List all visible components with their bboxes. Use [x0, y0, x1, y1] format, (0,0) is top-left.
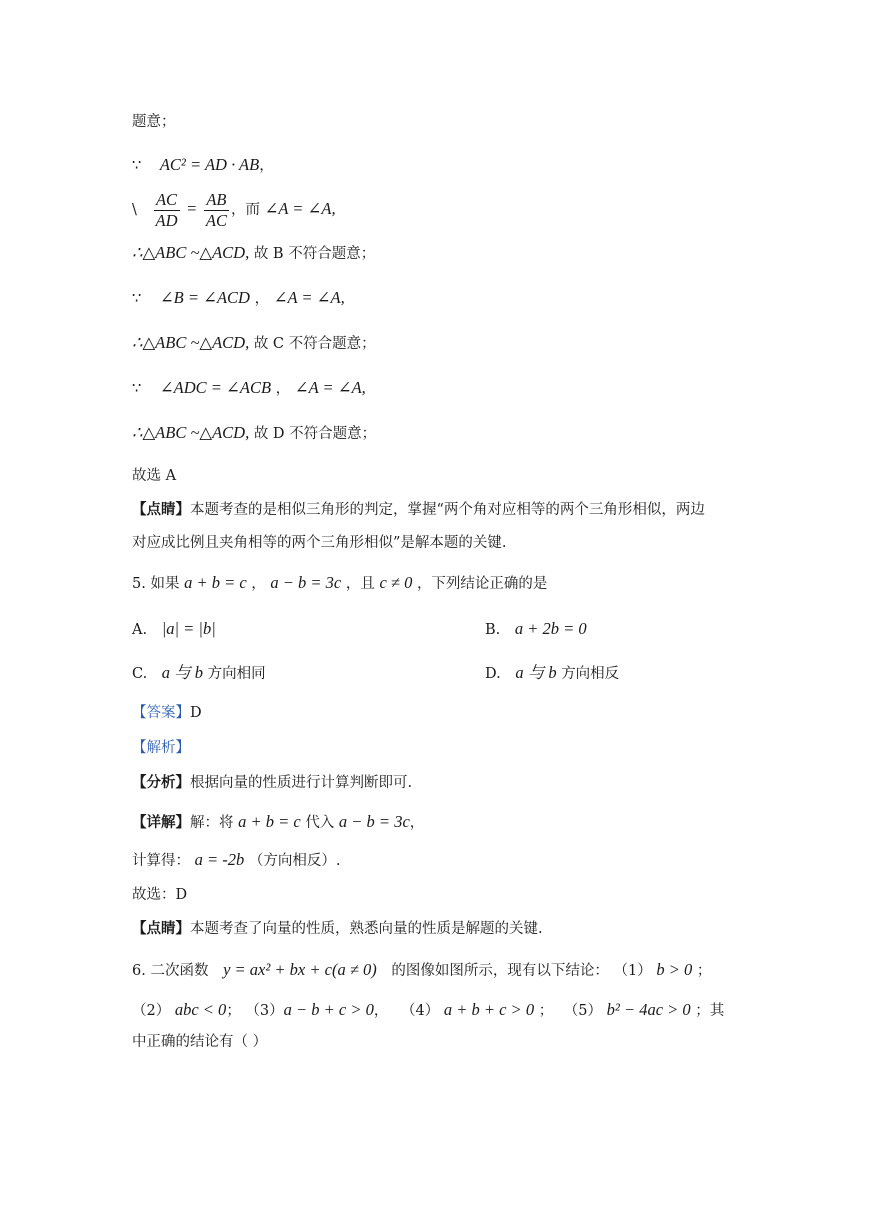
- math-expression: ∠A = ∠A,: [264, 199, 336, 218]
- punctuation: ，: [254, 291, 270, 307]
- option-math: a 与 b: [515, 663, 557, 682]
- calc-line: [132, 850, 340, 871]
- conclusion-math: a + b + c > 0: [443, 1000, 535, 1019]
- numerator: AC: [154, 190, 180, 211]
- answer-tag: 【答案】: [132, 705, 190, 721]
- comment-line: [132, 533, 507, 553]
- math-expression: ∴△ABC ~△ACD,: [132, 423, 250, 442]
- option-c: [132, 663, 266, 684]
- line-text: 故 B 不符合题意；: [253, 246, 376, 262]
- option-math: a + 2b = 0: [514, 619, 587, 638]
- question-6-stem: [132, 960, 711, 981]
- conclusion-line: [132, 333, 376, 354]
- conclusion-label: （3）: [245, 1003, 284, 1019]
- question-text: 中正确的结论有（ ）: [132, 1034, 268, 1050]
- punctuation: ；: [538, 1003, 554, 1019]
- option-label: C.: [132, 666, 148, 682]
- math-expression: a − b = 3c: [270, 573, 342, 592]
- choose-text: 故选：D: [132, 887, 188, 903]
- option-label: D.: [485, 666, 501, 682]
- fenxi-text: 根据向量的性质进行计算判断即可.: [190, 775, 413, 791]
- conclusion-label: （4）: [401, 1003, 440, 1019]
- numerator: AB: [204, 190, 229, 211]
- because-line: [132, 155, 274, 176]
- equals-sign: =: [186, 199, 198, 218]
- xiangjie-line: [132, 812, 424, 833]
- comment-tag: 【点睛】: [132, 501, 190, 518]
- conclusion-math: b² − 4ac > 0: [606, 1000, 691, 1019]
- choice-line: [132, 466, 176, 486]
- option-text: 方向相反: [561, 666, 620, 682]
- punctuation: ；其: [695, 1003, 725, 1019]
- xiangjie-text: 解：将: [190, 815, 234, 831]
- xiangjie-tag: 【详解】: [132, 814, 190, 831]
- analysis-tag: 【解析】: [132, 740, 190, 756]
- question-5-stem: [132, 573, 547, 594]
- answer-value: D: [190, 705, 202, 721]
- math-expression: ∠B = ∠ACD: [159, 288, 250, 307]
- line-text: 故选 A: [132, 468, 177, 484]
- because-symbol: ∵: [132, 291, 142, 307]
- conclusion-line: [132, 243, 375, 264]
- punctuation: ，: [251, 576, 266, 592]
- because-symbol: ∵: [132, 381, 142, 397]
- punctuation: ，: [259, 158, 274, 174]
- math-expression: a − b = 3c: [338, 812, 410, 831]
- comment-tag: 【点睛】: [132, 920, 190, 937]
- fenxi-tag: 【分析】: [132, 774, 190, 791]
- option-text: 方向相同: [207, 666, 266, 682]
- denominator: AD: [155, 210, 178, 230]
- conclusion-math: a − b + c > 0: [283, 1000, 374, 1019]
- question-text: ，下列结论正确的是: [416, 576, 548, 592]
- math-expression: c ≠ 0: [379, 573, 413, 592]
- answer-line: [132, 703, 202, 723]
- question-text: 的图像如图所示，现有以下结论：: [391, 963, 609, 979]
- punctuation: ，: [373, 1003, 389, 1019]
- because-line: [132, 378, 366, 399]
- comment-line: [132, 500, 705, 520]
- conclusion-line: [132, 423, 376, 444]
- math-expression: a + b = c: [238, 812, 301, 831]
- option-a: [132, 619, 216, 640]
- question-number: 5. 如果: [132, 576, 180, 592]
- fraction: [154, 190, 180, 231]
- conclusion-math: b > 0: [656, 960, 693, 979]
- text-line: [132, 112, 176, 132]
- line-text: ，而: [230, 202, 260, 218]
- denominator: AC: [205, 210, 227, 230]
- conclusion-math: abc < 0: [174, 1000, 227, 1019]
- option-math: a 与 b: [161, 663, 204, 682]
- line-text: 故 C 不符合题意；: [253, 336, 376, 352]
- math-expression: ∴△ABC ~△ACD,: [132, 243, 250, 262]
- because-symbol: ∵: [132, 158, 142, 174]
- math-expression: ∠A = ∠A,: [273, 288, 345, 307]
- math-expression: a + b = c: [184, 573, 247, 592]
- math-expression: ∠ADC = ∠ACB: [159, 378, 272, 397]
- line-text: 故 D 不符合题意；: [253, 426, 377, 442]
- comment-line: [132, 919, 543, 939]
- conclusion-label: （1）: [613, 963, 652, 979]
- question-6-tail: [132, 1032, 267, 1052]
- conclusion-label: （2）: [132, 1003, 171, 1019]
- fraction: [204, 190, 229, 231]
- calc-text: 计算得：: [132, 853, 190, 869]
- because-line: [132, 288, 345, 309]
- punctuation: ，且: [345, 576, 375, 592]
- therefore-fraction-line: [132, 188, 336, 231]
- option-label: A.: [132, 622, 148, 638]
- option-d: [485, 663, 619, 684]
- line-text: 题意；: [132, 114, 176, 130]
- math-expression: a = -2b: [194, 850, 245, 869]
- choose-line: [132, 885, 187, 905]
- fenxi-line: [132, 773, 412, 793]
- math-expression: ∠A = ∠A,: [294, 378, 366, 397]
- conclusion-label: （5）: [563, 1003, 603, 1019]
- punctuation: ，: [275, 381, 291, 397]
- comment-text: 本题考查了向量的性质，熟悉向量的性质是解题的关键.: [190, 921, 543, 937]
- math-expression: ∴△ABC ~△ACD,: [132, 333, 250, 352]
- xiangjie-text: 代入: [305, 815, 335, 831]
- comment-text: 本题考查的是相似三角形的判定，掌握“两个角对应相等的两个三角形相似，两边: [190, 502, 705, 518]
- option-math: |a| = |b|: [161, 619, 216, 638]
- math-expression: AC² = AD · AB: [159, 155, 260, 174]
- question-6-conclusions: [132, 1000, 724, 1021]
- question-number: 6. 二次函数: [132, 963, 209, 979]
- function-expression: y = ax² + bx + c(a ≠ 0): [223, 960, 377, 979]
- punctuation: ；: [696, 963, 712, 979]
- option-label: B.: [485, 622, 501, 638]
- option-b: [485, 619, 587, 640]
- punctuation: ，: [409, 815, 425, 831]
- therefore-symbol: \: [132, 202, 137, 218]
- analysis-line: [132, 738, 190, 758]
- comment-text: 对应成比例且夹角相等的两个三角形相似”是解本题的关键.: [132, 535, 507, 551]
- punctuation: ；: [226, 1003, 241, 1019]
- calc-text: （方向相反）.: [248, 853, 341, 869]
